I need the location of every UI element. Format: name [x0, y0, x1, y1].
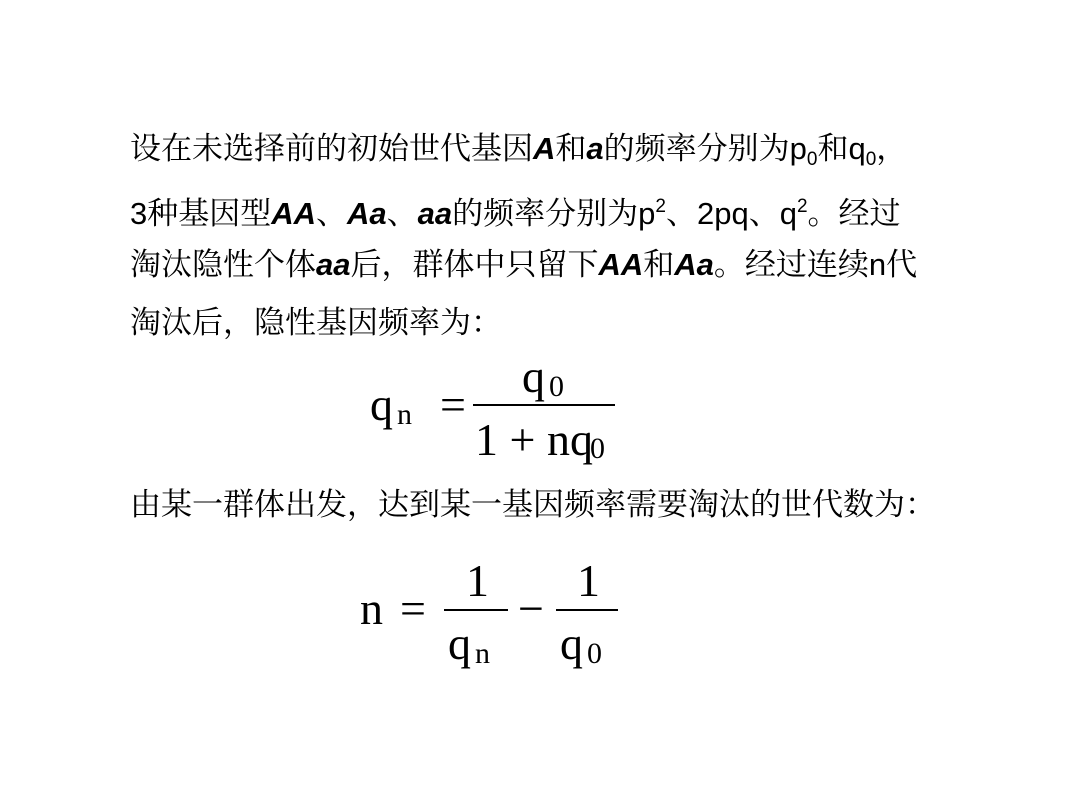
- text: 和: [555, 131, 587, 167]
- number: 3: [130, 196, 148, 231]
- text: 设在未选择前的初始世代基因: [130, 131, 533, 167]
- formula1-denominator: 1 + nq: [475, 414, 593, 465]
- formula2-denominator-1: q: [448, 618, 471, 669]
- text: 淘汰后，隐性基因频率为：: [130, 305, 502, 341]
- formula2-denominator-1-subscript: n: [475, 637, 490, 670]
- text: 的频率分别为: [603, 131, 790, 167]
- formula2-denominator-2-subscript: 0: [587, 637, 602, 670]
- formula2-lhs: n: [360, 583, 383, 634]
- genotype-aa: aa: [417, 196, 453, 231]
- separator: 、: [386, 196, 418, 232]
- genotype-AA: AA: [271, 196, 317, 231]
- superscript: 2: [655, 196, 666, 217]
- text: 后，群体中只留下: [350, 247, 599, 283]
- subscript: 0: [865, 149, 877, 170]
- subscript: 0: [806, 149, 818, 170]
- formula1-denominator-subscript: 0: [590, 432, 605, 465]
- text: ，: [876, 131, 908, 167]
- paragraph-generations: [130, 476, 980, 534]
- text: 淘汰隐性个体: [130, 247, 316, 283]
- text: 的频率分别为: [452, 196, 639, 232]
- separator: 、: [748, 196, 780, 232]
- formula2-numerator-2: 1: [577, 555, 600, 606]
- intro-line-1: [130, 120, 980, 178]
- intro-line-2: [130, 178, 980, 236]
- formula1-lhs-subscript: n: [397, 398, 412, 431]
- formula2-numerator-1: 1: [466, 555, 489, 606]
- formula2-denominator-2: q: [560, 618, 583, 669]
- formula2-fraction-bar-2: [556, 609, 618, 611]
- formula1-numerator: q: [522, 351, 545, 402]
- intro-line-4: [130, 294, 980, 352]
- separator: 、: [316, 196, 348, 232]
- freq-p2: p: [638, 196, 656, 231]
- separator: 、: [665, 196, 697, 232]
- text: 。经过: [807, 196, 901, 232]
- formula2-fraction-bar-1: [444, 609, 508, 611]
- superscript: 2: [796, 196, 808, 217]
- freq-q2: q: [779, 196, 797, 231]
- formula2-minus: −: [518, 583, 544, 634]
- symbol-q: q: [848, 131, 866, 166]
- formula1-fraction-bar: [473, 404, 615, 406]
- symbol-p: p: [789, 131, 807, 166]
- formula1-lhs: q: [370, 379, 393, 430]
- genotype-Aa: Aa: [347, 196, 387, 231]
- allele-A: A: [533, 131, 556, 166]
- genotype-Aa: Aa: [674, 247, 714, 282]
- genotype-AA: AA: [598, 247, 644, 282]
- text: 和: [817, 131, 849, 167]
- symbol-n: n: [868, 247, 887, 282]
- allele-a: a: [586, 131, 604, 166]
- paragraph-intro: [130, 120, 980, 352]
- text: 。经过连续: [713, 247, 869, 283]
- text: 和: [643, 247, 675, 283]
- text: 种基因型: [147, 196, 272, 232]
- formula2-equals: =: [400, 583, 426, 634]
- intro-line-3: [130, 236, 980, 294]
- formula1-numerator-subscript: 0: [549, 370, 564, 403]
- formula1-equals: =: [440, 379, 466, 430]
- genotype-aa: aa: [316, 247, 351, 282]
- freq-2pq: 2pq: [696, 196, 749, 231]
- generations-line: 由某一群体出发，达到某一基因频率需要淘汰的世代数为：: [130, 487, 936, 523]
- text: 代: [886, 247, 918, 283]
